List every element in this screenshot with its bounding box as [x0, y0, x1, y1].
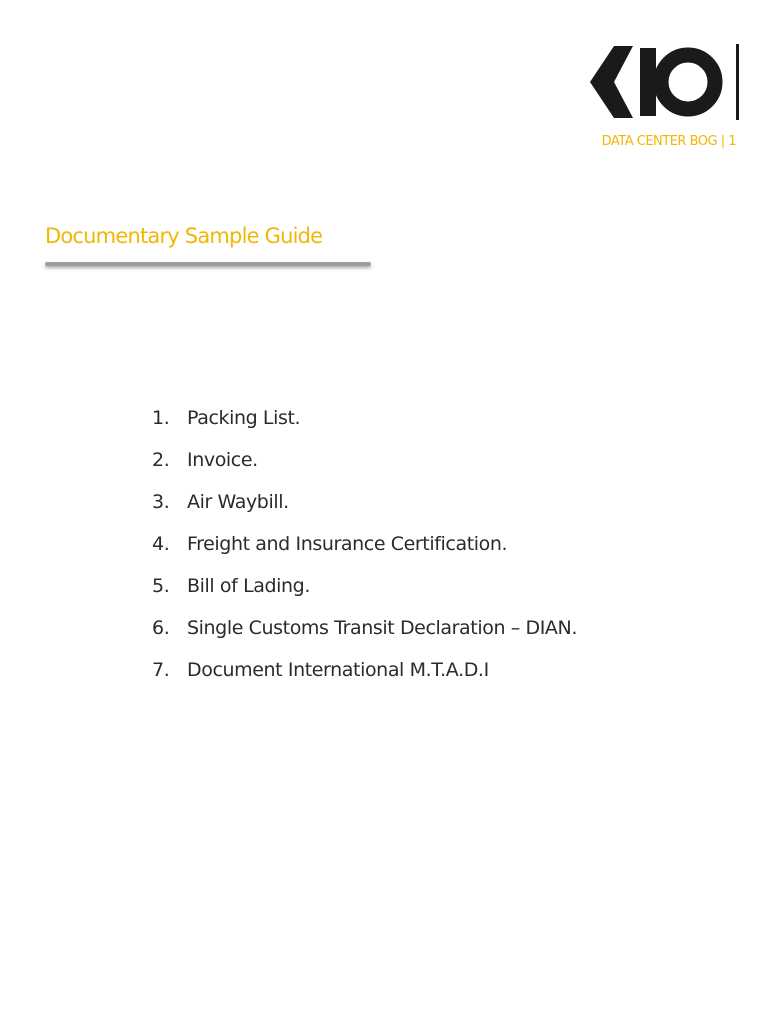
- list-item: [152, 488, 577, 530]
- list-item-number: 1.: [152, 407, 170, 429]
- list-item: [152, 446, 577, 488]
- list-item-text: Document International M.T.A.D.I: [187, 659, 489, 681]
- kio-logo: [588, 42, 740, 122]
- list-item-text: Bill of Lading.: [187, 575, 310, 597]
- list-item: [152, 572, 577, 614]
- list-item: [152, 404, 577, 446]
- list-item: [152, 530, 577, 572]
- list-item-number: 2.: [152, 449, 170, 471]
- list-item-number: 3.: [152, 491, 170, 513]
- list-item-text: Single Customs Transit Declaration – DIAN.: [187, 617, 577, 639]
- list-item-number: 5.: [152, 575, 170, 597]
- list-item: [152, 614, 577, 656]
- list-item: [152, 656, 577, 698]
- page-header-label: DATA CENTER BOG | 1: [601, 134, 736, 149]
- document-title: Documentary Sample Guide: [45, 224, 323, 248]
- list-item-text: Air Waybill.: [187, 491, 289, 513]
- list-item-number: 4.: [152, 533, 170, 555]
- list-item-text: Packing List.: [187, 407, 301, 429]
- document-list: [152, 404, 577, 698]
- list-item-number: 7.: [152, 659, 170, 681]
- list-item-text: Freight and Insurance Certification.: [187, 533, 508, 555]
- title-underline: [45, 262, 371, 266]
- list-item-text: Invoice.: [187, 449, 258, 471]
- list-item-number: 6.: [152, 617, 170, 639]
